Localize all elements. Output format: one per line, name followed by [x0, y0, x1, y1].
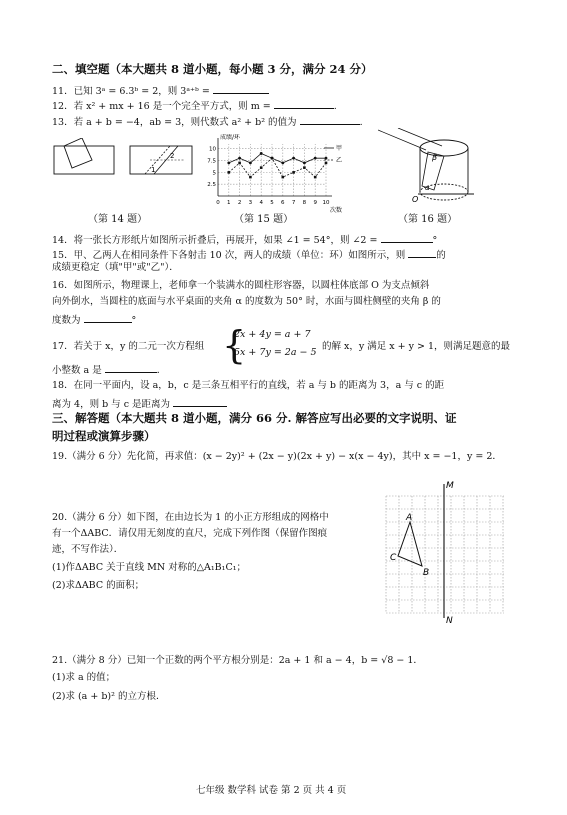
- question-20-line2: 有一个ΔABC．请仅用无刻度的直尺，完成下列作图（保留作图痕: [52, 528, 328, 539]
- label-A: A: [406, 513, 413, 523]
- chart-legend-label: 甲: [336, 145, 343, 152]
- question-17-line2: [52, 363, 166, 376]
- chart-y-tick: 5: [212, 170, 216, 177]
- question-20-part2: (2)求ΔABC 的面积；: [52, 580, 145, 591]
- answer-blank-11[interactable]: [213, 84, 269, 94]
- chart-point: [325, 157, 328, 160]
- chart-x-tick: 1: [227, 200, 231, 206]
- question-18-line2: [52, 397, 227, 410]
- chart-x-tick: 5: [270, 200, 274, 206]
- chart-point: [260, 152, 263, 155]
- fig16-alpha: α: [425, 184, 430, 192]
- question-14: [52, 233, 437, 246]
- label-B: B: [423, 568, 430, 578]
- chart-x-ticks: [216, 200, 330, 206]
- fig14-angle-1: 1: [151, 166, 156, 174]
- question-17-eq2: 5x + 7y = 2a − 5: [234, 347, 317, 358]
- chart-x-tick: 9: [313, 200, 317, 206]
- chart-x-tick: 3: [248, 200, 253, 206]
- label-C: C: [390, 553, 397, 563]
- question-17-text: 小整数 a 是: [52, 365, 102, 376]
- question-13: 13．若 a + b = −4，ab = 3，则代数式 a² + b² 的值为 .: [52, 117, 363, 128]
- chart-point: [292, 157, 295, 160]
- chart-x-label: 次数: [330, 207, 343, 214]
- answer-blank-15[interactable]: [408, 248, 436, 258]
- chart-x-tick: 8: [302, 200, 307, 206]
- chart-grid: [218, 144, 326, 196]
- question-11-text: 11．已知 3ᵃ = 6.3ᵇ = 2，则 3ᵃ⁺ᵇ =: [52, 86, 210, 97]
- chart-point: [249, 162, 252, 165]
- fig14-left-rect: [54, 146, 114, 174]
- section-3-title-line2: 明过程或演算步骤）: [52, 429, 156, 443]
- chart-point: [281, 162, 284, 165]
- section-3-title-line1: 三、解答题（本大题共 8 道小题，满分 66 分. 解答应写出必要的文字说明、证: [52, 411, 457, 425]
- answer-blank-18[interactable]: [173, 397, 227, 407]
- chart-point: [249, 176, 252, 179]
- chart-series-line: [229, 153, 326, 162]
- chart-point: [227, 162, 230, 165]
- chart-x-tick: 0: [216, 200, 220, 206]
- figure-14-caption: （第 14 题）: [88, 214, 148, 225]
- chart-y-tick: 7.5: [207, 158, 216, 165]
- figure-14: [50, 138, 200, 198]
- chart-series: [227, 152, 327, 178]
- question-14-unit: °: [432, 235, 438, 246]
- question-16-line1: 16．如图所示，物理课上，老师拿一个装满水的圆柱形容器，以圆柱体底部 O 为支点倾斜: [52, 280, 430, 291]
- chart-point: [303, 162, 306, 165]
- question-11: [52, 84, 269, 97]
- question-21-part2: (2)求 (a + b)² 的立方根．: [52, 691, 166, 702]
- chart-point: [282, 176, 285, 179]
- chart-y-label: 成绩/环: [220, 134, 241, 141]
- fig14-angle-2: 2: [170, 152, 175, 160]
- chart-point: [238, 162, 241, 165]
- section-2-title: 二、填空题（本大题共 8 道小题，每小题 3 分，满分 24 分）: [52, 62, 373, 76]
- chart-point: [314, 176, 317, 179]
- fig16-water-line-top: [378, 130, 426, 150]
- question-15-end: 的: [436, 250, 446, 261]
- label-N: N: [446, 616, 453, 626]
- chart-x-tick: 2: [237, 200, 242, 206]
- question-18-text: 离为 4，则 b 与 c 是距离为: [52, 399, 171, 410]
- chart-y-ticks: [207, 147, 216, 188]
- question-20-line3: 迹，不写作法）．: [52, 544, 124, 555]
- figure-16: [378, 128, 488, 210]
- question-20-line1: 20.（满分 6 分）如下图，在由边长为 1 的小正方形组成的网格中: [52, 512, 329, 523]
- chart-point: [228, 171, 231, 174]
- chart-x-tick: 6: [281, 200, 285, 206]
- chart-series-line: [229, 158, 326, 177]
- question-16-line3: [52, 313, 136, 326]
- question-17-brace: {: [222, 323, 247, 367]
- fig14-fold-flap: [64, 138, 92, 168]
- grid-lines: [386, 496, 504, 613]
- answer-blank-14[interactable]: [381, 233, 433, 243]
- question-21-line1: 21.（满分 8 分）已知一个正数的两个平方根分别是：2a + 1 和 a − 4，b = √8 − 1．: [52, 655, 423, 666]
- question-18-line1: 18．在同一平面内，设 a，b，c 是三条互相平行的直线，若 a 与 b 的距离为 3，a 与 c 的距: [52, 380, 445, 391]
- fig16-point-O: O: [412, 195, 419, 204]
- answer-blank-16[interactable]: [84, 313, 132, 323]
- chart-x-tick: 7: [291, 200, 296, 206]
- chart-legend-label: 乙: [336, 157, 343, 164]
- figure-16-caption: （第 16 题）: [398, 214, 458, 225]
- chart-x-tick: 10: [322, 200, 330, 206]
- question-17-pre: 17．若关于 x，y 的二元一次方程组: [52, 341, 205, 352]
- chart-point: [314, 157, 317, 160]
- chart-point: [325, 162, 328, 165]
- fig16-cylinder-top: [420, 140, 468, 156]
- question-15-line2: 成绩更稳定（填"甲"或"乙"）．: [52, 262, 179, 273]
- triangle-ABC: [398, 522, 422, 566]
- chart-y-tick: 2.5: [207, 182, 216, 189]
- question-17-end: ．: [156, 365, 167, 376]
- figure-15-chart: [200, 134, 360, 214]
- chart-y-tick: 10: [209, 146, 216, 153]
- question-12-text: 12．若 x² + mx + 16 是一个完全平方式，则 m =: [52, 101, 271, 112]
- answer-blank-17[interactable]: [105, 363, 157, 373]
- chart-x-tick: 4: [259, 200, 263, 206]
- question-12: 12．若 x² + mx + 16 是一个完全平方式，则 m = .: [52, 101, 337, 112]
- chart-point: [271, 157, 274, 160]
- question-19: 19.（满分 6 分）先化简，再求值：(x − 2y)² + (2x − y)(2x + y) − x(x − 4y)，其中 x = −1，y = 2．: [52, 451, 502, 462]
- answer-blank-13[interactable]: [300, 115, 360, 125]
- chart-point: [303, 166, 306, 169]
- figure-15-caption: （第 15 题）: [234, 214, 294, 225]
- question-15-text: 15．甲、乙两人在相同条件下各射击 10 次，两人的成绩（单位：环）如图所示，则: [52, 250, 406, 261]
- question-16-unit: °: [131, 315, 137, 326]
- label-M: M: [446, 481, 454, 491]
- chart-point: [292, 171, 295, 174]
- question-17-eq1: 2x + 4y = a + 7: [234, 329, 311, 340]
- question-21-part1: (1)求 a 的值；: [52, 672, 116, 683]
- page-footer: 七年级 数学科 试卷 第 2 页 共 4 页: [196, 785, 347, 796]
- question-17-post: 的解 x，y 满足 x + y > 1，则满足题意的最: [322, 341, 511, 352]
- chart-legend: [324, 144, 342, 164]
- question-13-text: 13．若 a + b = −4，ab = 3，则代数式 a² + b² 的值为: [52, 117, 297, 128]
- question-14-text: 14．将一张长方形纸片如图所示折叠后，再展开，如果 ∠1 = 54°，则 ∠2 =: [52, 235, 378, 246]
- figure-20-grid: [380, 478, 510, 628]
- answer-blank-12[interactable]: [274, 99, 334, 109]
- fig16-water-line-top2: [398, 128, 442, 146]
- chart-point: [238, 157, 241, 160]
- fig16-beta: β: [432, 153, 438, 162]
- question-20-part1: (1)作ΔABC 关于直线 MN 对称的△A₁B₁C₁；: [52, 562, 247, 573]
- question-16-line2: 向外倒水，当圆柱的底面与水平桌面的夹角 α 的度数为 50° 时，水面与圆柱侧壁的夹角 β 的: [52, 296, 441, 307]
- question-15: [52, 248, 446, 261]
- chart-point: [260, 166, 263, 169]
- question-16-text: 度数为: [52, 315, 81, 326]
